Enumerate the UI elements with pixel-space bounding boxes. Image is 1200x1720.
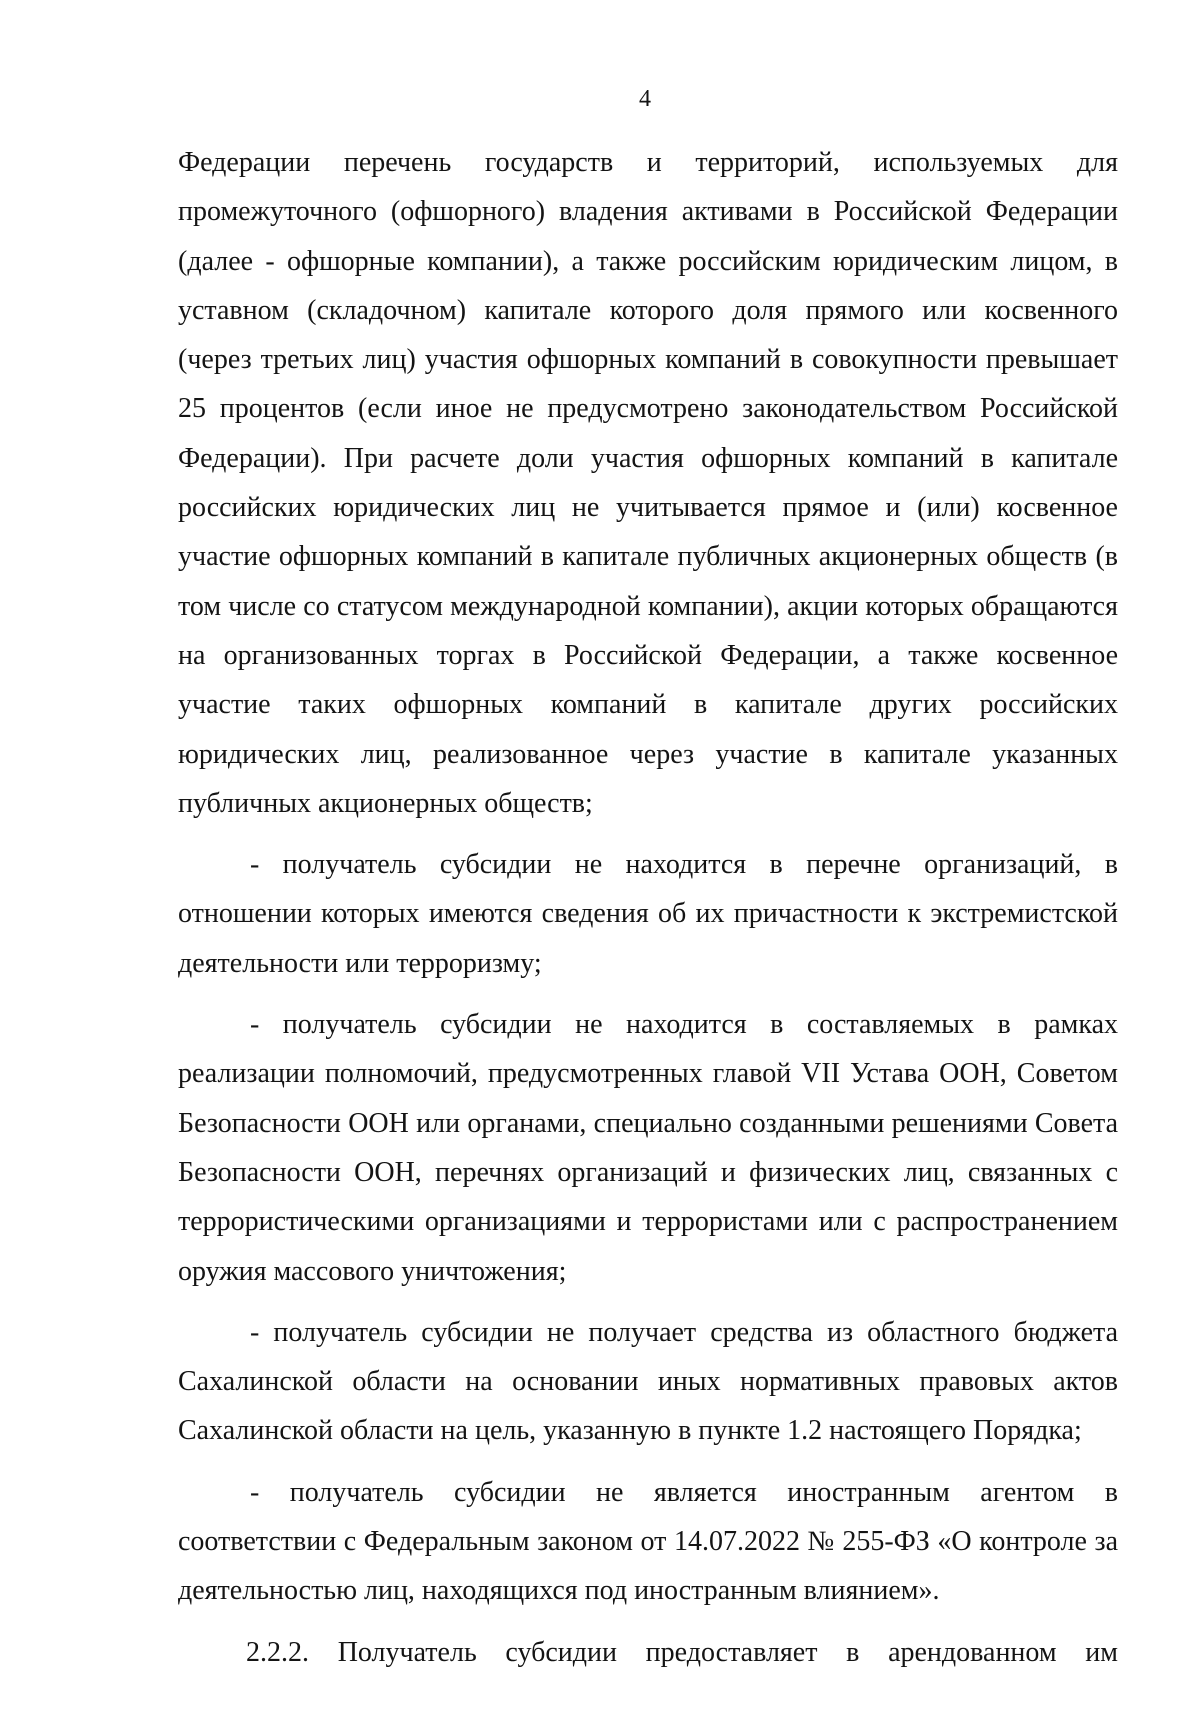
paragraph-extremism-list: - получатель субсидии не находится в перечне организаций, в отношении которых имеются сведения об их причастности к экстремистской деятельности или терроризму; (178, 849, 1118, 979)
paragraph-regional-budget-funds: - получатель субсидии не получает средства из областного бюджета Сахалинской области на основании иных нормативных правовых актов Сахалинской области на цель, указанную в пункте 1.2 настоящего Порядка; (178, 1316, 1118, 1447)
paragraph-clause-2-2-2: 2.2.2. Получатель субсидии предоставляет в арендованном им (246, 1636, 1118, 1668)
paragraph-un-security-council-list: - получатель субсидии не находится в составляемых в рамках реализации полномочий, предусмотренных главой VII Устава ООН, Советом Безопасности ООН или органами, специально созданными решениями Совета Безопасности ООН, перечнях организаций и физических лиц, связанных с террористическими организациями и террористами или с распространением оружия массового уничтожения; (178, 1009, 1118, 1287)
document-body (178, 138, 1118, 1677)
paragraph-offshore-companies: Федерации перечень государств и территорий, используемых для промежуточного (офшорного) владения активами в Российской Федерации (далее - офшорные компании), а также российским юридическим лицом, в уставном (складочном) капитале которого доля прямого или косвенного (через третьих лиц) участия офшорных компаний в совокупности превышает 25 процентов (если иное не предусмотрено законодательством Российской Федерации). При расчете доли участия офшорных компаний в капитале российских юридических лиц не учитывается прямое и (или) косвенное участие офшорных компаний в капитале публичных акционерных обществ (в том числе со статусом международной компании), акции которых обращаются на организованных торгах в Российской Федерации, а также косвенное участие таких офшорных компаний в капитале других российских юридических лиц, реализованное через участие в капитале указанных публичных акционерных обществ; (178, 147, 1118, 819)
page-number: 4 (639, 86, 651, 112)
paragraph-foreign-agent: - получатель субсидии не является иностранным агентом в соответствии с Федеральным законом от 14.07.2022 № 255-ФЗ «О контроле за деятельностью лиц, находящихся под иностранным влиянием». (178, 1476, 1118, 1607)
